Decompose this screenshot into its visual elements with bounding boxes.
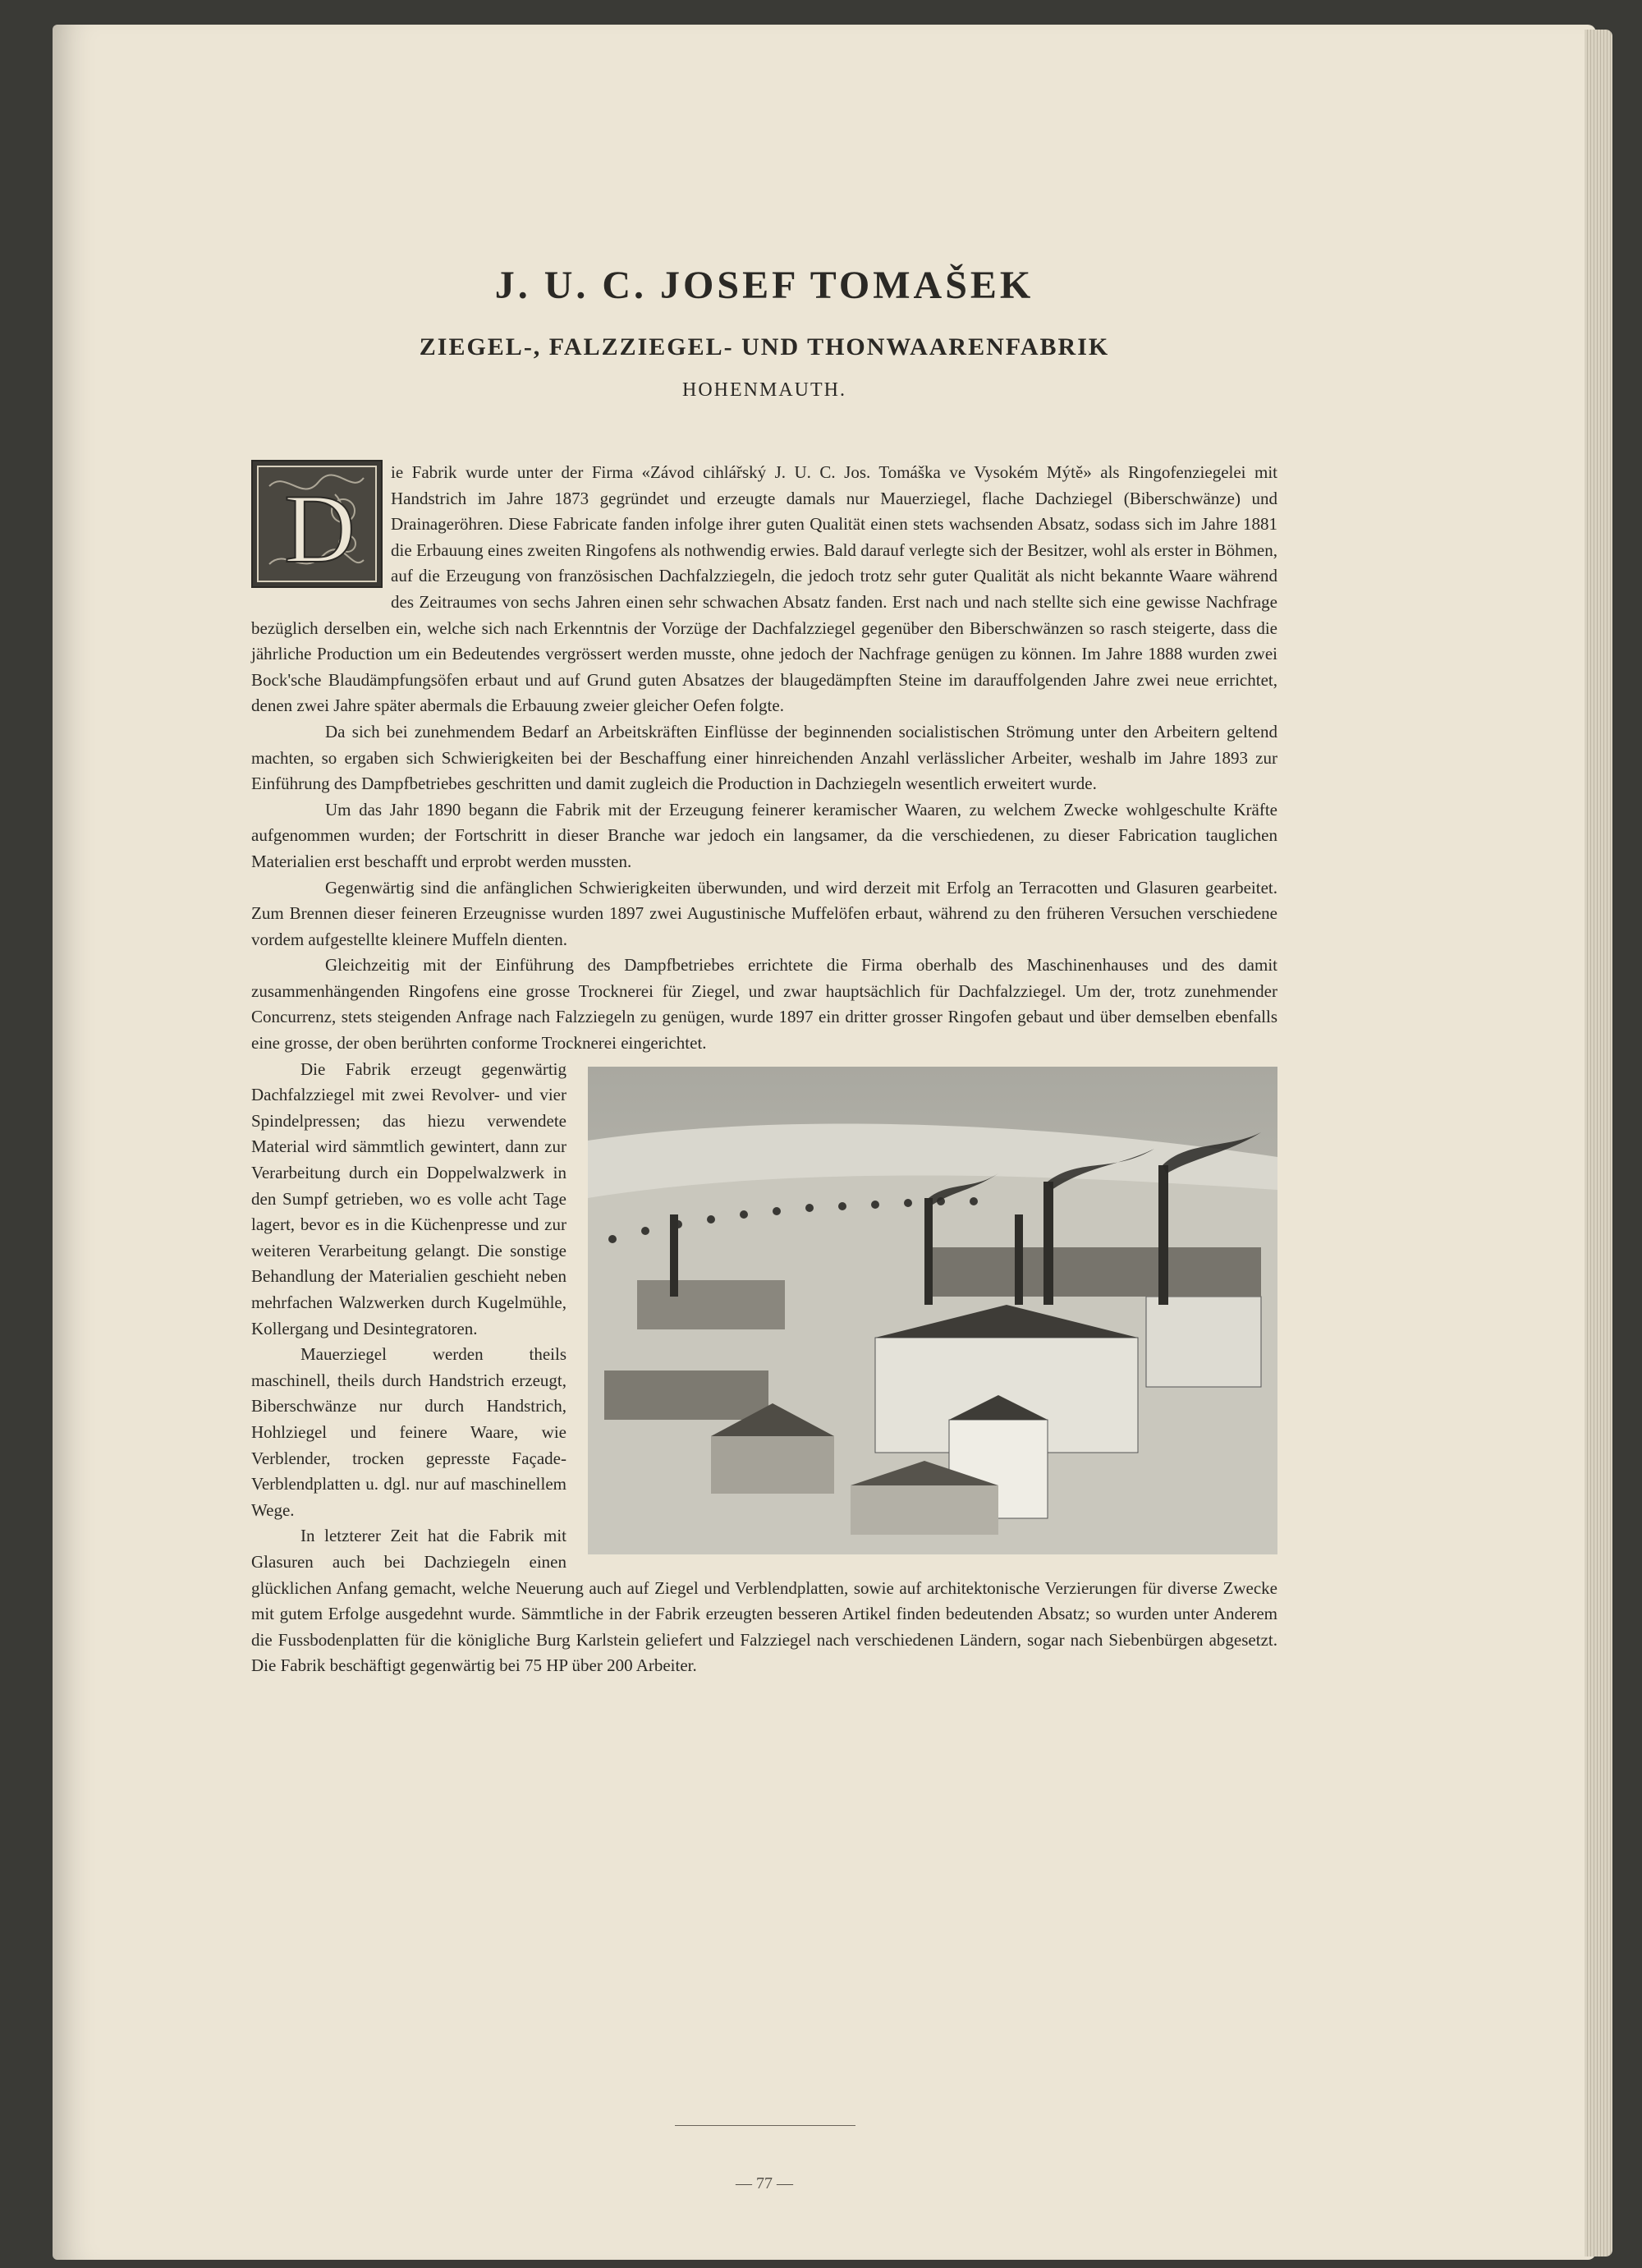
factory-illustration bbox=[588, 1067, 1277, 1554]
place-name: HOHENMAUTH. bbox=[682, 379, 846, 401]
page-edges bbox=[1585, 30, 1612, 2257]
paragraph-2: Da sich bei zunehmendem Bedarf an Arbeitskräften Einflüsse der beginnenden socialistischen Strömung unter den Arbeitern geltend machten, so ergaben sich Schwierigkeiten bei der Beschaffung einer hinreichenden Anzahl verlässlicher Arbeiter, weshalb im Jahre 1893 zur Einführung des Dampfbetriebes geschritten und damit zugleich die Production in Dachziegeln wesentlich erweitert wurde. bbox=[251, 721, 1277, 794]
drop-cap-ornament bbox=[251, 460, 383, 588]
page-number: — 77 — bbox=[736, 2174, 793, 2192]
paragraph-1: ie Fabrik wurde unter der Firma «Závod cihlářský J. U. C. Jos. Tomáška ve Vysokém Mýtě» als Ringofenziegelei mit Handstrich im Jahre 1873 gegründet und erzeugte damals nur Mauerziegel, flache Dachziegel (Biberschwänze) und Drainageröhren. Diese Fabricate fanden infolge ihrer guten Qualität einen stets wachsenden Absatz, sodass sich im Jahre 1881 die Erbauung eines zweiten Ringofens als nothwendig erwies. Bald darauf verlegte sich der Besitzer, wohl als erster in Böhmen, auf die Erzeugung von französischen Dachfalzziegeln, die jedoch trotz sehr guter Qualität als nicht bekannte Waare während des Zeitraumes von sechs Jahren einen sehr schwachen Absatz fanden. Erst nach und nach stellte sich eine gewisse Nachfrage bezüglich derselben ein, welche sich nach Erkenntnis der Vorzüge der Dachfalzziegel gegenüber den Biberschwänzen so rasch steigerte, dass die jährliche Production um ein Bedeutendes vergrössert werden musste, ohne jedoch der Nachfrage genügen zu können. Im Jahre 1888 wurden zwei Bock'sche Blaudämpfungsöfen erbaut und auf Grund guten Absatzes der blaugedämpften Steine im darauffolgenden Jahre zwei neue errichtet, denen zwei Jahre später abermals die Erbauung zweier gleicher Oefen folgte. bbox=[251, 462, 1277, 716]
page-title: J. U. C. JOSEF TOMAŠEK bbox=[494, 264, 1034, 307]
drop-cap-letter: D bbox=[284, 474, 355, 583]
paragraph-5: Gleichzeitig mit der Einführung des Dampfbetriebes errichtete die Firma oberhalb des Maschinenhauses und des damit zusammenhängenden Ringofens eine grosse Trocknerei für Ziegel, und zwar hauptsächlich für Dachfalzziegel. Um der, trotz zunehmender Concurrenz, stets steigenden Anfrage nach Falzziegeln zu genügen, wurde 1897 ein dritter grosser Ringofen gebaut und über demselben ebenfalls eine grosse, der oben berührten conforme Trocknerei eingerichtet. bbox=[251, 955, 1277, 1054]
end-rule bbox=[675, 2125, 855, 2126]
paragraph-7: Mauerziegel werden theils maschinell, theils durch Handstrich erzeugt, Biberschwänze nur durch Handstrich, Hohlziegel und feinere Waare, wie Verblender, trocken gepresste Façade-Verblendplatten u. dgl. nur auf maschinellem Wege. bbox=[251, 1344, 566, 1520]
article-body bbox=[251, 460, 1277, 1679]
paragraph-3: Um das Jahr 1890 begann die Fabrik mit der Erzeugung feinerer keramischer Waaren, zu welchem Zwecke wohlgeschulte Kräfte aufgenommen wurden; der Fortschritt in dieser Branche war jedoch ein langsamer, da die verschiedenen, zu dieser Fabrication tauglichen Materialien erst beschafft und erprobt werden mussten. bbox=[251, 799, 1277, 871]
paragraph-4: Gegenwärtig sind die anfänglichen Schwierigkeiten überwunden, und wird derzeit mit Erfolg an Terracotten und Glasuren gearbeitet. Zum Brennen dieser feineren Erzeugnisse wurden 1897 zwei Augustinische Muffelöfen erbaut, während zu den früheren Versuchen verschiedene vordem aufgestellte kleinere Muffeln dienten. bbox=[251, 877, 1277, 949]
paragraph-6: Die Fabrik erzeugt gegenwärtig Dachfalzziegel mit zwei Revolver- und vier Spindelpressen; das hiezu verwendete Material wird sämmtlich gewintert, dann zur Verarbeitung durch ein Doppelwalzwerk in den Sumpf getrieben, wo es volle acht Tage lagert, bevor es in die Küchenpresse und zur weiteren Verarbeitung gelangt. Die sonstige Behandlung der Materialien geschieht neben mehrfachen Walzwerken durch Kugelmühle, Kollergang und Desintegratoren. bbox=[251, 1058, 566, 1338]
page-subtitle: ZIEGEL-, FALZZIEGEL- UND THONWAARENFABRIK bbox=[419, 333, 1110, 360]
paragraph-8: In letzterer Zeit hat die Fabrik mit Glasuren auch bei Dachziegeln einen glücklichen Anfang gemacht, welche Neuerung auch auf Ziegel und Verblendplatten, sowie auf architektonische Verzierungen für diverse Zwecke mit gutem Erfolge ausgedehnt wurde. Sämmtliche in der Fabrik erzeugten besseren Artikel finden bedeutenden Absatz; so wurden unter Anderem die Fussbodenplatten für die königliche Burg Karlstein geliefert und Falzziegel nach verschiedenen Ländern, sogar nach Siebenbürgen abgesetzt. Die Fabrik beschäftigt gegenwärtig bei 75 HP über 200 Arbeiter. bbox=[251, 1526, 1277, 1676]
